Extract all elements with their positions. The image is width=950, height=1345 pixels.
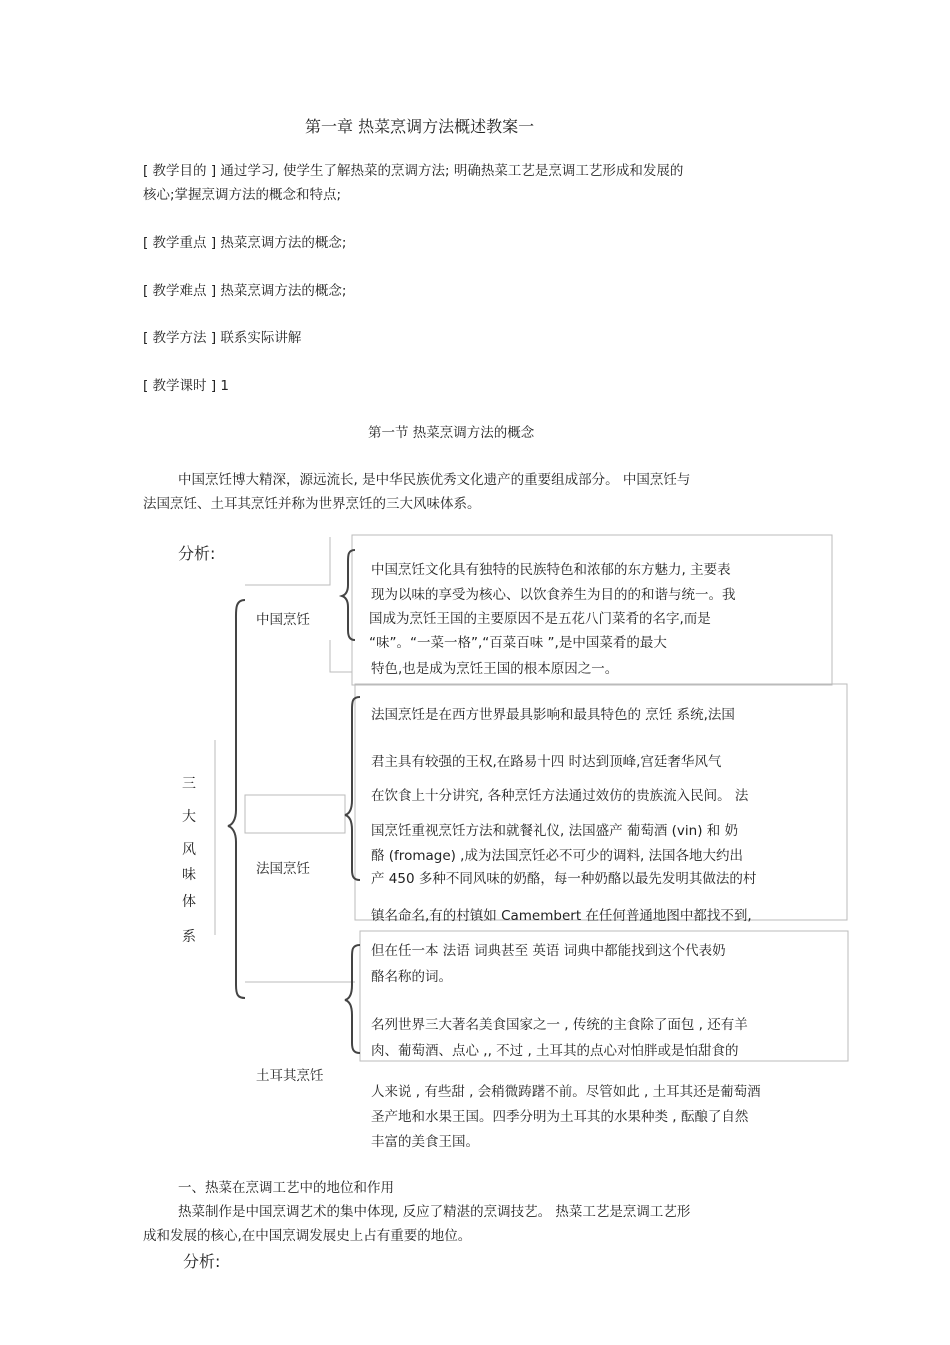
teaching-hours: [ 教学课时 ] 1: [143, 378, 229, 394]
system-char: 体: [182, 894, 196, 910]
part1-line1: 热菜制作是中国烹调艺术的集中体现, 反应了精湛的烹调技艺。 热菜工艺是烹调工艺形: [178, 1204, 691, 1220]
china-desc-line: “味”。“一菜一格”,“百菜百味 ”,是中国菜肴的最大: [369, 635, 667, 651]
intro-line1: 中国烹饪博大精深，源远流长, 是中华民族优秀文化遗产的重要组成部分。 中国烹饪与: [178, 472, 691, 488]
teaching-purpose-line1: [ 教学目的 ] 通过学习, 使学生了解热菜的烹调方法; 明确热菜工艺是烹调工艺形成和发展的: [143, 163, 684, 179]
page-title: 第一章 热菜烹调方法概述教案一: [305, 117, 535, 136]
part1-heading: 一、热菜在烹调工艺中的地位和作用: [178, 1180, 394, 1196]
china-desc-line: 中国烹饪文化具有独特的民族特色和浓郁的东方魅力, 主要表: [371, 562, 731, 578]
france-desc-line: 酪 (fromage) ,成为法国烹饪必不可少的调料, 法国各地大约出: [371, 848, 744, 864]
france-desc-line: 镇名命名,有的村镇如 Camembert 在任何普通地图中都找不到,: [371, 908, 752, 924]
china-desc-line: 国成为烹饪王国的主要原因不是五花八门菜肴的名字,而是: [369, 611, 711, 627]
turkey-desc-line: 人来说 , 有些甜 , 会稍微踌躇不前。尽管如此 , 土耳其还是葡萄酒: [371, 1084, 761, 1100]
china-desc-line: 现为以味的享受为核心、以饮食养生为目的的和谐与统一。我: [371, 587, 736, 603]
section-heading: 第一节 热菜烹调方法的概念: [368, 425, 535, 441]
turkey-desc-line: 丰富的美食王国。: [371, 1134, 479, 1150]
france-desc-line: 君主具有较强的王权,在路易十四 时达到顶峰,宫廷奢华风气: [371, 754, 722, 770]
system-char: 风: [182, 842, 196, 858]
china-desc-line: 特色,也是成为烹饪王国的根本原因之一。: [371, 661, 619, 677]
turkey-desc-line: 圣产地和水果王国。四季分明为土耳其的水果种类 , 酝酿了自然: [371, 1109, 749, 1125]
teaching-method: [ 教学方法 ] 联系实际讲解: [143, 330, 302, 346]
france-desc-line: 但在任一本 法语 词典甚至 英语 词典中都能找到这个代表奶: [371, 943, 726, 959]
analysis-label: 分析:: [178, 544, 216, 563]
teaching-purpose-line2: 核心;掌握烹调方法的概念和特点;: [143, 187, 342, 203]
cuisine-name-china: 中国烹饪: [256, 612, 310, 628]
france-desc-line: 酪名称的词。: [371, 969, 452, 985]
part1-line2: 成和发展的核心,在中国烹调发展史上占有重要的地位。: [143, 1228, 472, 1244]
part1-analysis-label: 分析:: [183, 1252, 221, 1271]
system-char: 系: [182, 929, 196, 945]
turkey-desc-line: 名列世界三大著名美食国家之一 , 传统的主食除了面包 , 还有羊: [371, 1017, 748, 1033]
intro-line2: 法国烹饪、土耳其烹饪并称为世界烹饪的三大风味体系。: [143, 496, 481, 512]
turkey-desc-line: 肉、葡萄酒、点心 ,, 不过 , 土耳其的点心对怕胖或是怕甜食的: [371, 1043, 739, 1059]
system-char: 味: [182, 867, 196, 883]
system-char: 大: [182, 809, 196, 825]
cuisine-name-turkey: 土耳其烹饪: [256, 1068, 324, 1084]
teaching-difficulty: [ 教学难点 ] 热菜烹调方法的概念;: [143, 283, 347, 299]
france-desc-line: 法国烹饪是在西方世界最具影响和最具特色的 烹饪 系统,法国: [371, 707, 735, 723]
teaching-key-point: [ 教学重点 ] 热菜烹调方法的概念;: [143, 235, 347, 251]
france-desc-line: 在饮食上十分讲究, 各种烹饪方法通过效仿的贵族流入民间。 法: [371, 788, 749, 804]
cuisine-name-france: 法国烹饪: [256, 861, 310, 877]
france-desc-line: 产 450 多种不同风味的奶酪，每一种奶酪以最先发明其做法的村: [371, 871, 757, 887]
system-char: 三: [182, 776, 196, 792]
france-desc-line: 国烹饪重视烹饪方法和就餐礼仪, 法国盛产 葡萄酒 (vin) 和 奶: [371, 823, 739, 839]
